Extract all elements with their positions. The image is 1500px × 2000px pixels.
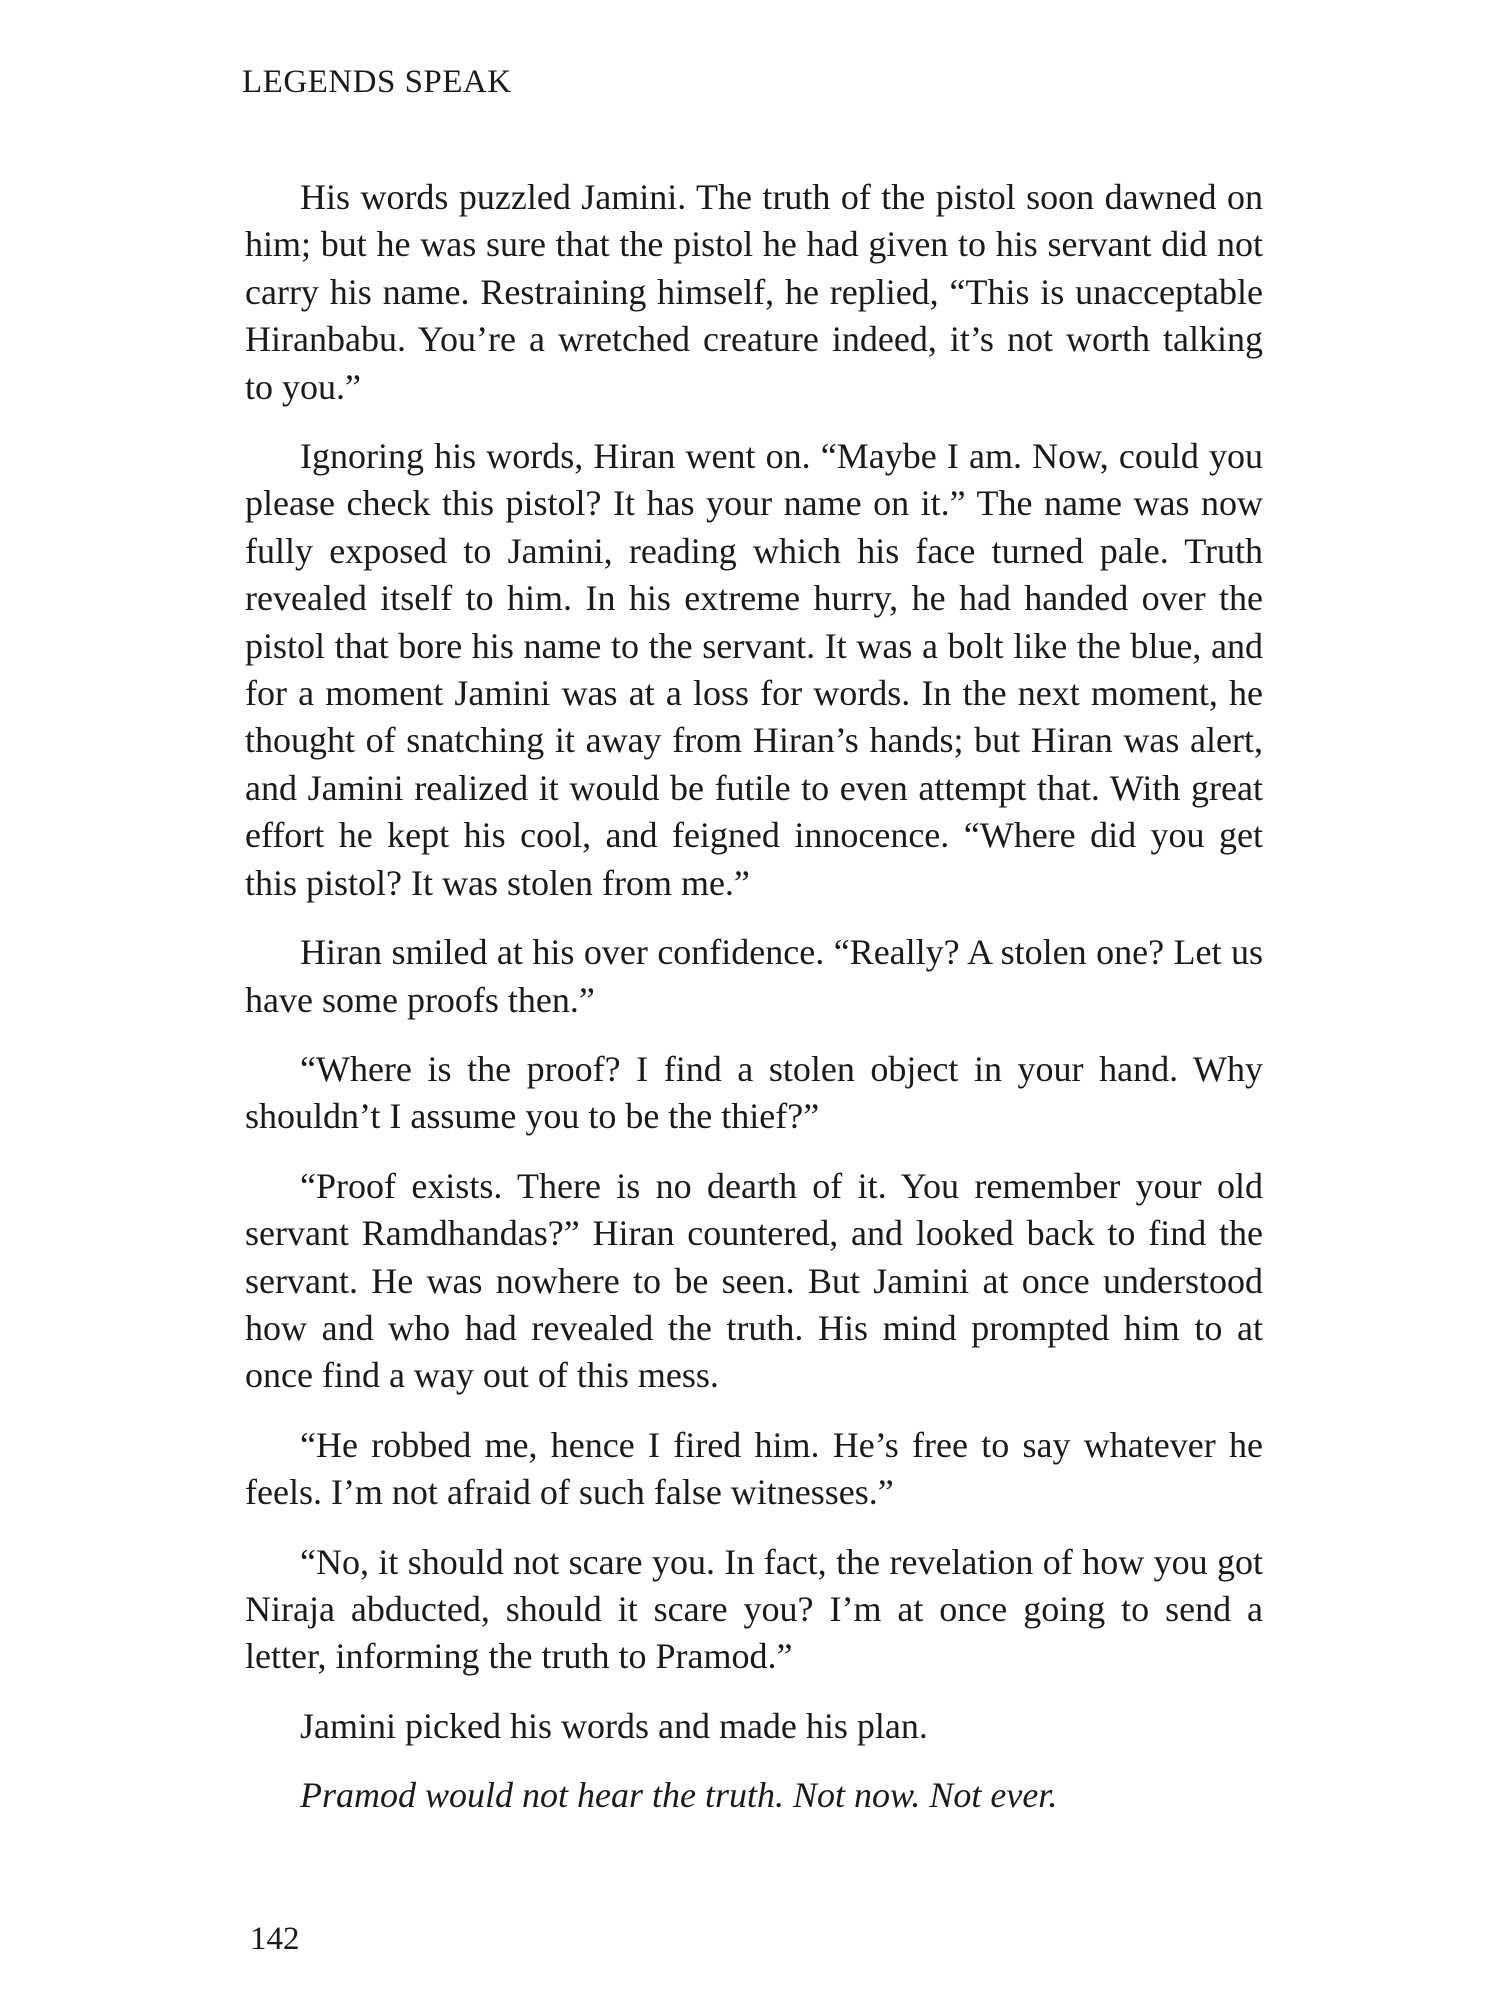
paragraph-7: “No, it should not scare you. In fact, the revelation of how you got Niraja abducted, should it scare you? I’m at once going to send a letter, informing the truth to Pramod.” xyxy=(245,1541,1263,1677)
paragraph-1: His words puzzled Jamini. The truth of the pistol soon dawned on him; but he was sure that the pistol he had given to his servant did not carry his name. Restraining himself, he replied, “This is unacceptable Hiranbabu. You’re a wretched creature indeed, it’s not worth talking to you.” xyxy=(245,177,1263,407)
paragraph-5: “Proof exists. There is no dearth of it. You remember your old servant Ramdhandas?” Hiran countered, and looked back to find the servant. He was nowhere to be seen. But Jamini at once understood how and who had revealed the truth. His mind prompted him to at once find a way out of this mess. xyxy=(245,1165,1263,1396)
running-head: LEGENDS SPEAK xyxy=(242,64,512,100)
page-number: 142 xyxy=(250,1921,300,1957)
paragraph-3: Hiran smiled at his over confidence. “Really? A stolen one? Let us have some proofs then.” xyxy=(245,932,1263,1020)
body-text xyxy=(245,174,1263,1842)
paragraph-6: “He robbed me, hence I fired him. He’s free to say whatever he feels. I’m not afraid of such false witnesses.” xyxy=(245,1424,1263,1513)
paragraph-8: Jamini picked his words and made his plan. xyxy=(300,1705,928,1746)
paragraph-4: “Where is the proof? I find a stolen object in your hand. Why shouldn’t I assume you to be the thief?” xyxy=(245,1048,1263,1137)
paragraph-2: Ignoring his words, Hiran went on. “Maybe I am. Now, could you please check this pistol? It has your name on it.” The name was now fully exposed to Jamini, reading which his face turned pale. Truth revealed itself to him. In his extreme hurry, he had handed over the pistol that bore his name to the servant. It was a bolt like the blue, and for a moment Jamini was at a loss for words. In the next moment, he thought of snatching it away from Hiran’s hands; but Hiran was alert, and Jamini realized it would be futile to even attempt that. With great effort he kept his cool, and feigned innocence. “Where did you get this pistol? It was stolen from me.” xyxy=(245,436,1263,903)
closing-italic-line: Pramod would not hear the truth. Not now. Not ever. xyxy=(300,1775,1058,1816)
